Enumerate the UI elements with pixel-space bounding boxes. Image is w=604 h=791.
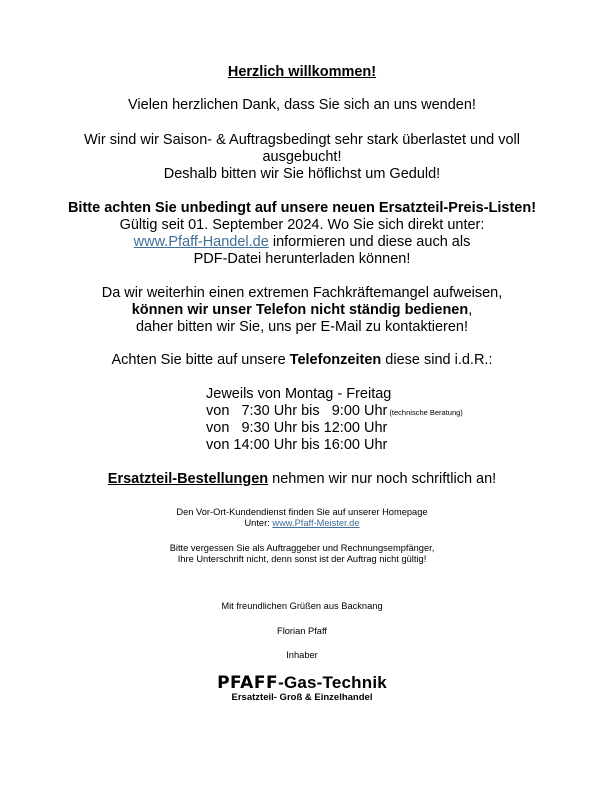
logo-title [0,674,604,692]
phone-times-line [0,352,604,369]
thanks-text: Vielen herzlichen Dank, dass Sie sich an uns wenden! [128,97,476,113]
busy-line-2: ausgebucht! [262,149,342,165]
phone-times-pre: Achten Sie bitte auf unsere [111,352,290,368]
phone-times-bold: Telefonzeiten [289,352,382,368]
signature-line-2: Ihre Unterschrift nicht, denn sonst ist der Auftrag nicht gültig! [177,554,427,564]
pfaff-meister-link[interactable]: www.Pfaff-Meister.de [272,518,360,528]
orders-line [0,471,604,488]
hours-days: Jeweils von Montag - Freitag [206,386,392,402]
owner-name: Florian Pfaff [277,626,327,636]
busy-line-3: Deshalb bitten wir Sie höflichst um Geduld! [163,166,441,182]
phone-notice-bold: können wir unser Telefon nicht ständig bedienen [131,302,469,318]
pricelist-line-2-text: informieren und diese auch als [268,234,471,250]
signature-line-1: Bitte vergessen Sie als Auftraggeber und Rechnungsempfänger, [169,543,435,553]
orders-bold: Ersatzteil-Bestellungen [107,471,269,487]
hours-slot-2: von 9:30 Uhr bis 12:00 Uhr [206,420,388,436]
pricelist-heading: Bitte achten Sie unbedingt auf unsere neuen Ersatzteil-Preis-Listen! [67,200,537,216]
hours-slot-3: von 14:00 Uhr bis 16:00 Uhr [206,437,388,453]
logo-suffix: -Gas-Technik [278,673,387,692]
staff-line-3: daher bitten wir Sie, uns per E-Mail zu kontaktieren! [135,319,469,335]
logo-brand: PFAFF [217,673,279,693]
orders-rest: nehmen wir nur noch schriftlich an! [268,471,497,487]
pricelist-line-3: PDF-Datei herunterladen können! [193,251,411,267]
service-line-1: Den Vor-Ort-Kundendienst finden Sie auf unserer Homepage [176,507,428,517]
staff-line-2-rest: , [468,302,473,318]
company-logo [0,674,604,703]
pricelist-line-2 [0,234,604,251]
staff-line-1: Da wir weiterhin einen extremen Fachkräftemangel aufweisen, [101,285,503,301]
pricelist-line-1: Gültig seit 01. September 2024. Wo Sie sich direkt unter: [119,217,485,233]
service-line-2 [0,517,604,529]
logo-tagline: Ersatzteil- Groß & Einzelhandel [231,692,373,703]
owner-role: Inhaber [286,650,318,660]
staff-line-2 [0,302,604,319]
busy-line-1: Wir sind wir Saison- & Auftragsbedingt sehr stark überlastet und voll [83,132,520,148]
hours-slot-1-text: von 7:30 Uhr bis 9:00 Uhr [206,403,388,419]
phone-times-post: diese sind i.d.R.: [381,352,493,368]
closing-text: Mit freundlichen Grüßen aus Backnang [221,601,383,611]
pfaff-handel-link[interactable]: www.Pfaff-Handel.de [133,234,269,250]
greeting-heading: Herzlich willkommen! [227,64,377,80]
hours-slot-1-note: (technische Beratung) [387,408,463,417]
service-line-2-pre: Unter: [244,518,273,528]
hours-slot-1 [206,403,463,421]
